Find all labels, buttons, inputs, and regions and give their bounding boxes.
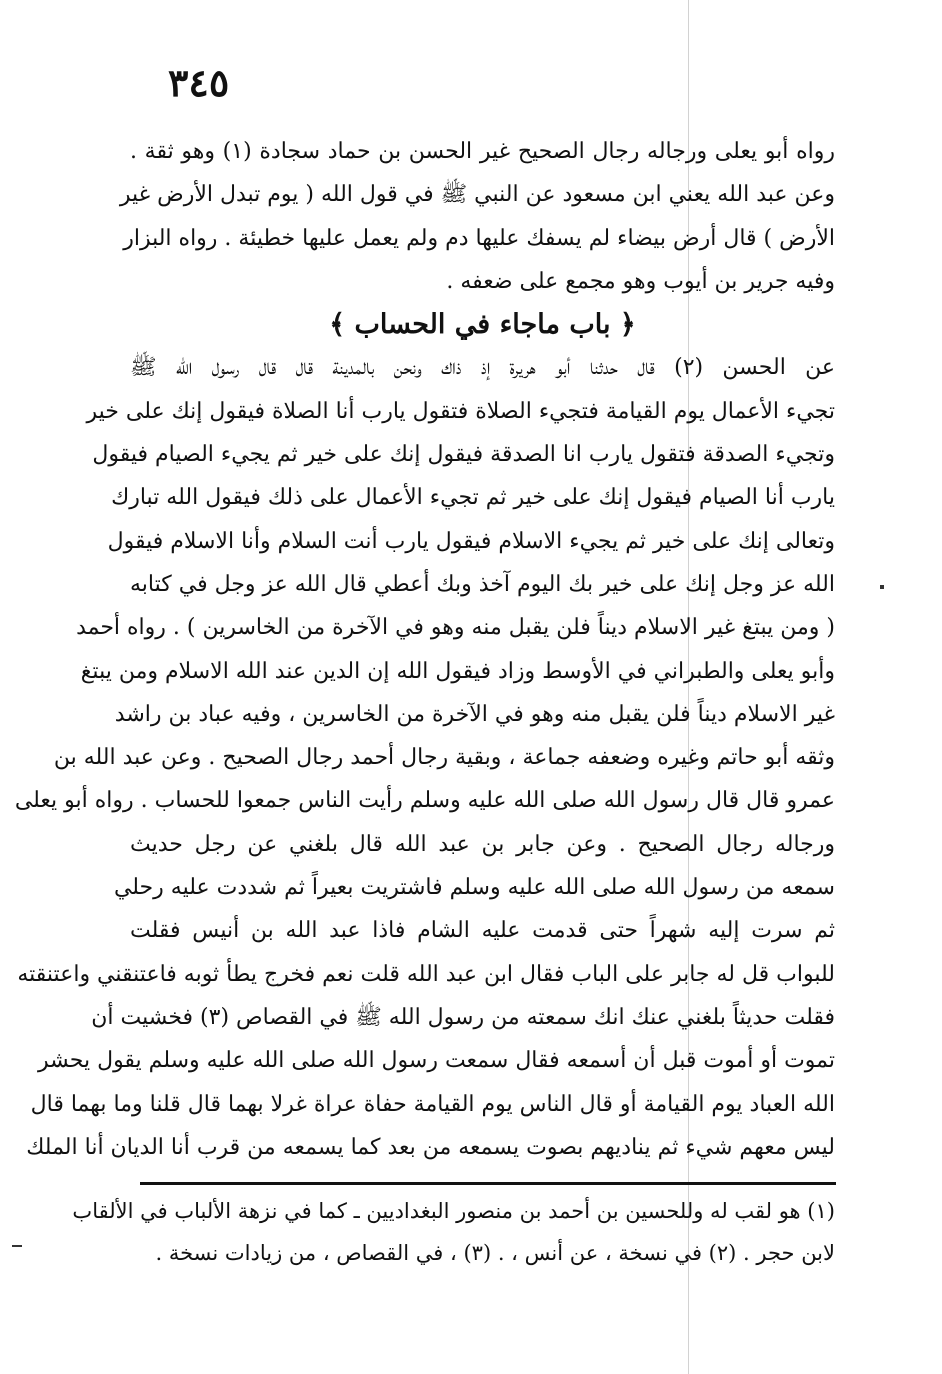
text-line: وتعالى إنك على خير ثم يجيء الاسلام فيقول يارب أنت السلام وأنا الاسلام فيقول [107, 528, 835, 554]
text-line: وفيه جرير بن أيوب وهو مجمع على ضعفه . [446, 268, 835, 294]
main-text [14, 130, 835, 1169]
footnote-line: لابن حجر . (٢) في نسخة ، عن أنس ، . (٣) ، في القصاص ، من زيادات نسخة . [155, 1241, 835, 1265]
text-line: وتجيء الصدقة فتقول يارب انا الصدقة فيقول إنك على خير ثم يجيء الصيام فيقول [92, 442, 835, 468]
text-line: ثم سرت إليه شهراً حتى قدمت عليه الشام فاذا عبد الله بن أنيس فقلت [130, 918, 835, 944]
text-line: ورجاله رجال الصحيح . وعن جابر بن عبد الله قال بلغني عن رجل حديث [130, 831, 835, 857]
text-line: الله عز وجل إنك على خير بك اليوم آخذ وبك أعطي قال الله عز وجل في كتابه [130, 571, 835, 597]
page-number: ٣٤٥ [168, 60, 230, 105]
text-line: وعن عبد الله يعني ابن مسعود عن النبي ﷺ في قول الله ( يوم تبدل الأرض غير [119, 182, 835, 208]
text-line: الله العباد يوم القيامة أو قال الناس يوم القيامة حفاة عراة غرلا بهما قال قلنا وما بهما قال [30, 1091, 835, 1117]
footnote-separator [140, 1182, 836, 1185]
text-line: تموت أو أموت قبل أن أسمعه فقال سمعت رسول الله صلى الله عليه وسلم يقول يحشر [38, 1048, 835, 1074]
text-line: ( ومن يبتغ غير الاسلام ديناً فلن يقبل منه وهو في الآخرة من الخاسرين ) . رواه أحمد [76, 615, 835, 641]
text-line: الأرض ) قال أرض بيضاء لم يسفك عليها دم ولم يعمل عليها خطيئة . رواه البزار [123, 225, 835, 251]
ink-speck [12, 1245, 22, 1247]
text-line: وأبو يعلى والطبراني في الأوسط وزاد فيقول الله إن الدين عند الله الاسلام ومن يبتغ [80, 658, 835, 684]
text-line: عن الحسن (٢) قال حدثنا أبو هريرة إذ ذاك ونحن بالمدينة قال قال رسول الله ﷺ [130, 355, 835, 381]
text-line: سمعه من رسول الله صلى الله عليه وسلم فاشتريت بعيراً ثم شددت عليه رحلي [113, 875, 835, 901]
section-title: ﴿ باب ماجاء في الحساب ﴾ [329, 309, 636, 341]
text-line: يارب أنا الصيام فيقول إنك على خير ثم تجيء الأعمال على ذلك فيقول الله تبارك [111, 485, 835, 511]
footnotes [72, 1190, 835, 1274]
text-line: عمرو قال قال رسول الله صلى الله عليه وسلم رأيت الناس جمعوا للحساب . رواه أبو يعلى [14, 788, 835, 814]
text-line: وثقه أبو حاتم وغيره وضعفه جماعة ، وبقية رجال أحمد رجال الصحيح . وعن عبد الله بن [53, 745, 835, 771]
footnote-line: (١) هو لقب له وللحسين بن أحمد بن منصور البغداديين ـ كما في نزهة الألباب في الألقاب [72, 1199, 835, 1223]
text-line: تجيء الأعمال يوم القيامة فتجيء الصلاة فتقول يارب أنا الصلاة فيقول إنك على خير [86, 398, 835, 424]
ink-speck [880, 585, 884, 589]
text-line: ليس معهم شيء ثم يناديهم بصوت يسمعه من بعد كما يسمعه من قرب أنا الديان أنا الملك [26, 1134, 835, 1160]
text-line: غير الاسلام ديناً فلن يقبل منه وهو في الآخرة من الخاسرين ، وفيه عباد بن راشد [114, 701, 835, 727]
text-line: رواه أبو يعلى ورجاله رجال الصحيح غير الحسن بن حماد سجادة (١) وهو ثقة . [130, 139, 835, 164]
text-line: فقلت حديثاً بلغني عنك انك سمعته من رسول الله ﷺ في القصاص (٣) فخشيت أن [91, 1004, 835, 1030]
text-line: للبواب قل له جابر على الباب فقال ابن عبد الله قلت نعم فخرج يطأ ثوبه فاعتنقني واعتنقته [17, 961, 835, 987]
